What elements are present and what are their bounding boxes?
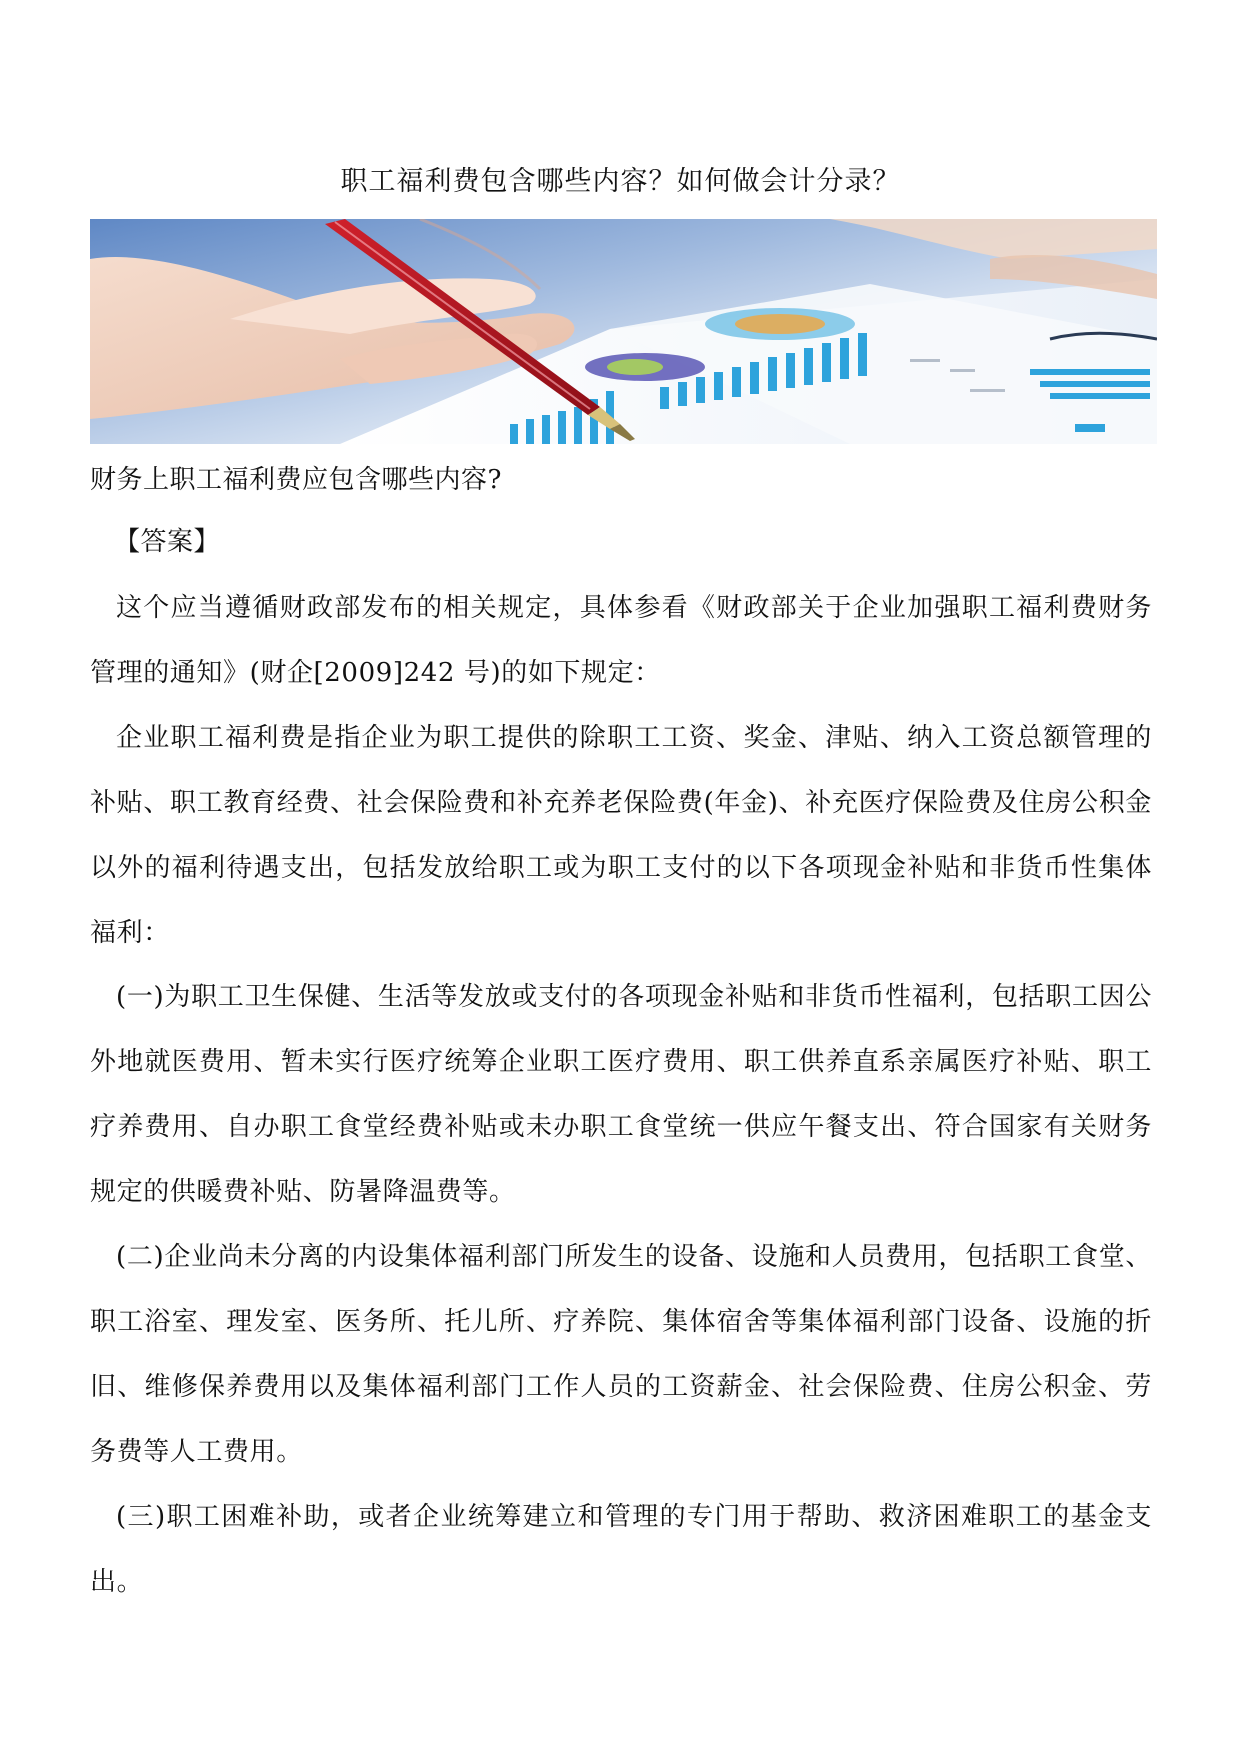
paragraph: 企业职工福利费是指企业为职工提供的除职工工资、奖金、津贴、纳入工资总额管理的补贴、职工教育经费、社会保险费和补充养老保险费(年金)、补充医疗保险费及住房公积金以外的福利待遇支出，包括发放给职工或为职工支付的以下各项现金补贴和非货币性集体福利： <box>90 723 1152 948</box>
page-title: 职工福利费包含哪些内容？如何做会计分录？ <box>340 166 901 197</box>
question-heading: 财务上职工福利费应包含哪些内容? <box>90 465 502 495</box>
answer-label: 【答案】 <box>114 527 221 557</box>
paragraph: (一)为职工卫生保健、生活等发放或支付的各项现金补贴和非货币性福利，包括职工因公外地就医费用、暂未实行医疗统筹企业职工医疗费用、职工供养直系亲属医疗补贴、职工疗养费用、自办职工食堂经费补贴或未办职工食堂统一供应午餐支出、符合国家有关财务规定的供暖费补贴、防暑降温费等。 <box>90 982 1152 1207</box>
paragraph: (二)企业尚未分离的内设集体福利部门所发生的设备、设施和人员费用，包括职工食堂、职工浴室、理发室、医务所、托儿所、疗养院、集体宿舍等集体福利部门设备、设施的折旧、维修保养费用以及集体福利部门工作人员的工资薪金、社会保险费、住房公积金、劳务费等人工费用。 <box>90 1242 1152 1467</box>
paragraph: (三)职工困难补助，或者企业统筹建立和管理的专门用于帮助、救济困难职工的基金支出。 <box>90 1502 1152 1597</box>
banner-image <box>90 219 1157 444</box>
paragraph: 这个应当遵循财政部发布的相关规定，具体参看《财政部关于企业加强职工福利费财务管理的通知》(财企[2009]242 号)的如下规定： <box>90 593 1152 688</box>
